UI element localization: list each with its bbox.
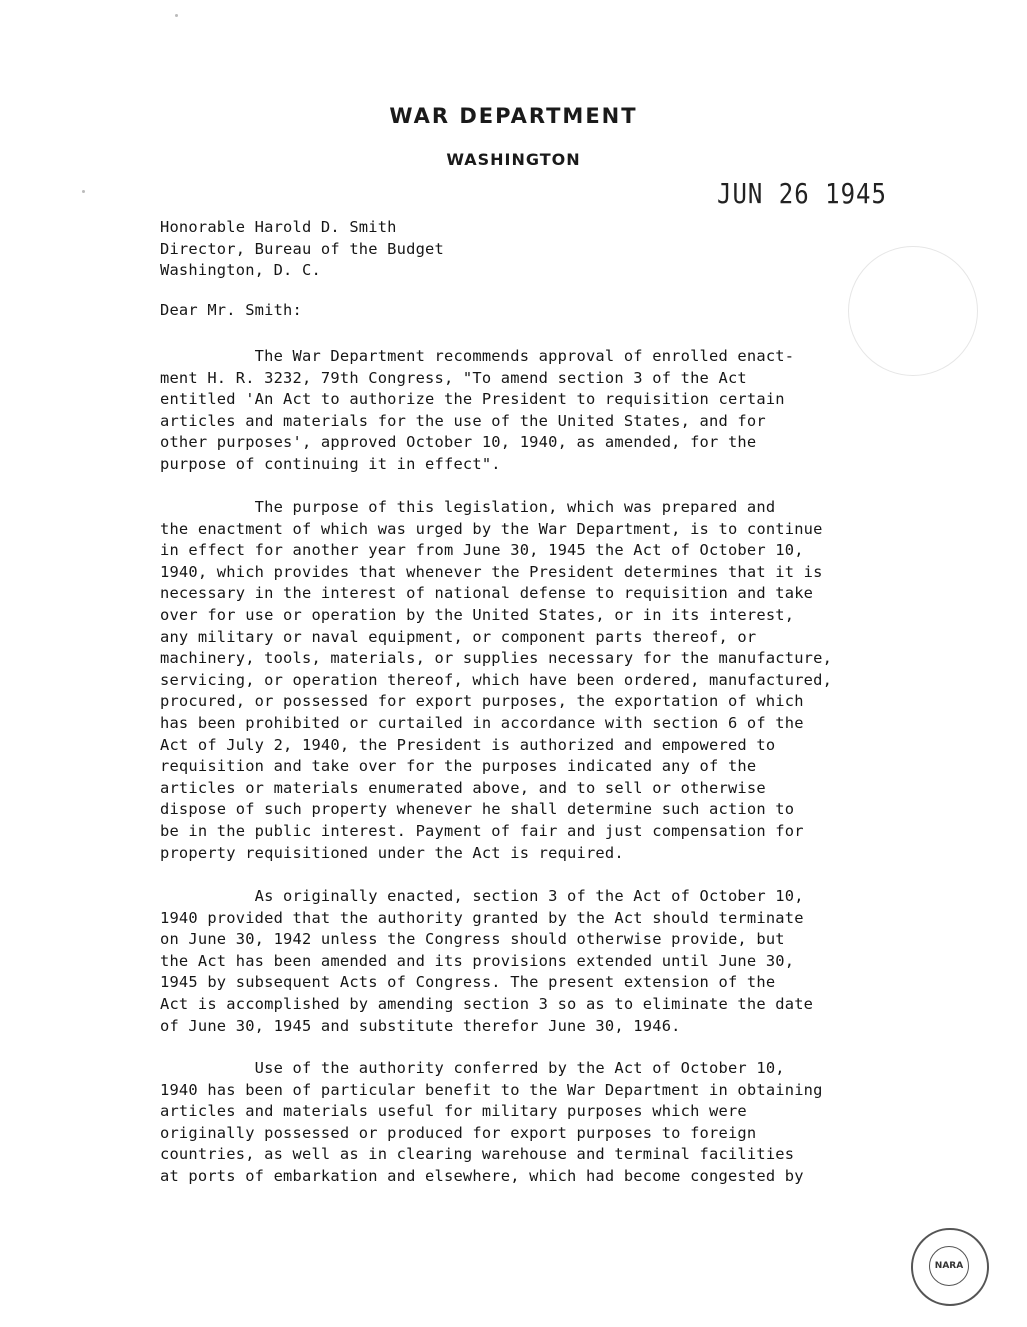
scan-speck <box>82 190 85 193</box>
truman-library-seal <box>911 1228 989 1306</box>
seal-center-label: NARA <box>929 1246 969 1286</box>
paragraph-benefit: Use of the authority conferred by the Act of October 10, 1940 has been of particular benefit to the War Department in obtaining articles and materials useful for military purposes which were originally possessed or produced for export purposes to foreign countries, as well as in clearing warehouse and terminal facilities at ports of embarkation and elsewhere, which had become congested by <box>160 1059 823 1185</box>
scan-speck <box>175 14 178 17</box>
letterhead-department: WAR DEPARTMENT <box>389 104 638 128</box>
paragraph-recommendation: The War Department recommends approval of enrolled enact- ment H. R. 3232, 79th Congress, "To amend section 3 of the Act entitled 'An Act to authorize the President to requisition certain articles and materials for the use of the United States, and for other purposes', approved October 10, 1940, as amended, for the purpose of continuing it in effect". <box>160 347 795 473</box>
faded-library-seal <box>848 246 978 376</box>
letterhead-city: WASHINGTON <box>446 150 581 169</box>
recipient-address: Honorable Harold D. Smith Director, Bureau of the Budget Washington, D. C. <box>160 218 444 280</box>
paragraph-history: As originally enacted, section 3 of the Act of October 10, 1940 provided that the authority granted by the Act should terminate on June 30, 1942 unless the Congress should otherwise provide, but the Act has been amended and its provisions extended until June 30, 1945 by subsequent Acts of Congress. The present extension of the Act is accomplished by amending section 3 so as to eliminate the date of June 30, 1945 and substitute therefor June 30, 1946. <box>160 887 814 1035</box>
paragraph-purpose: The purpose of this legislation, which was prepared and the enactment of which was urged by the War Department, is to continue in effect for another year from June 30, 1945 the Act of October 10, 1940, which provides that whenever the President determines that it is necessary in the interest of national defense to requisition and take over for use or operation by the United States, or in its interest, any military or naval equipment, or component parts thereof, or machinery, tools, materials, or supplies necessary for the manufacture, servicing, or operation thereof, which have been ordered, manufactured, procured, or possessed for export purposes, the exportation of which has been prohibited or curtailed in accordance with section 6 of the Act of July 2, 1940, the President is authorized and empowered to requisition and take over for the purposes indicated any of the articles or materials enumerated above, and to sell or otherwise dispose of such property whenever he shall determine such action to be in the public interest. Payment of fair and just compensation for property requisitioned under the Act is required. <box>160 498 833 862</box>
salutation: Dear Mr. Smith: <box>160 301 302 319</box>
date-stamp: JUN 26 1945 <box>717 177 887 211</box>
